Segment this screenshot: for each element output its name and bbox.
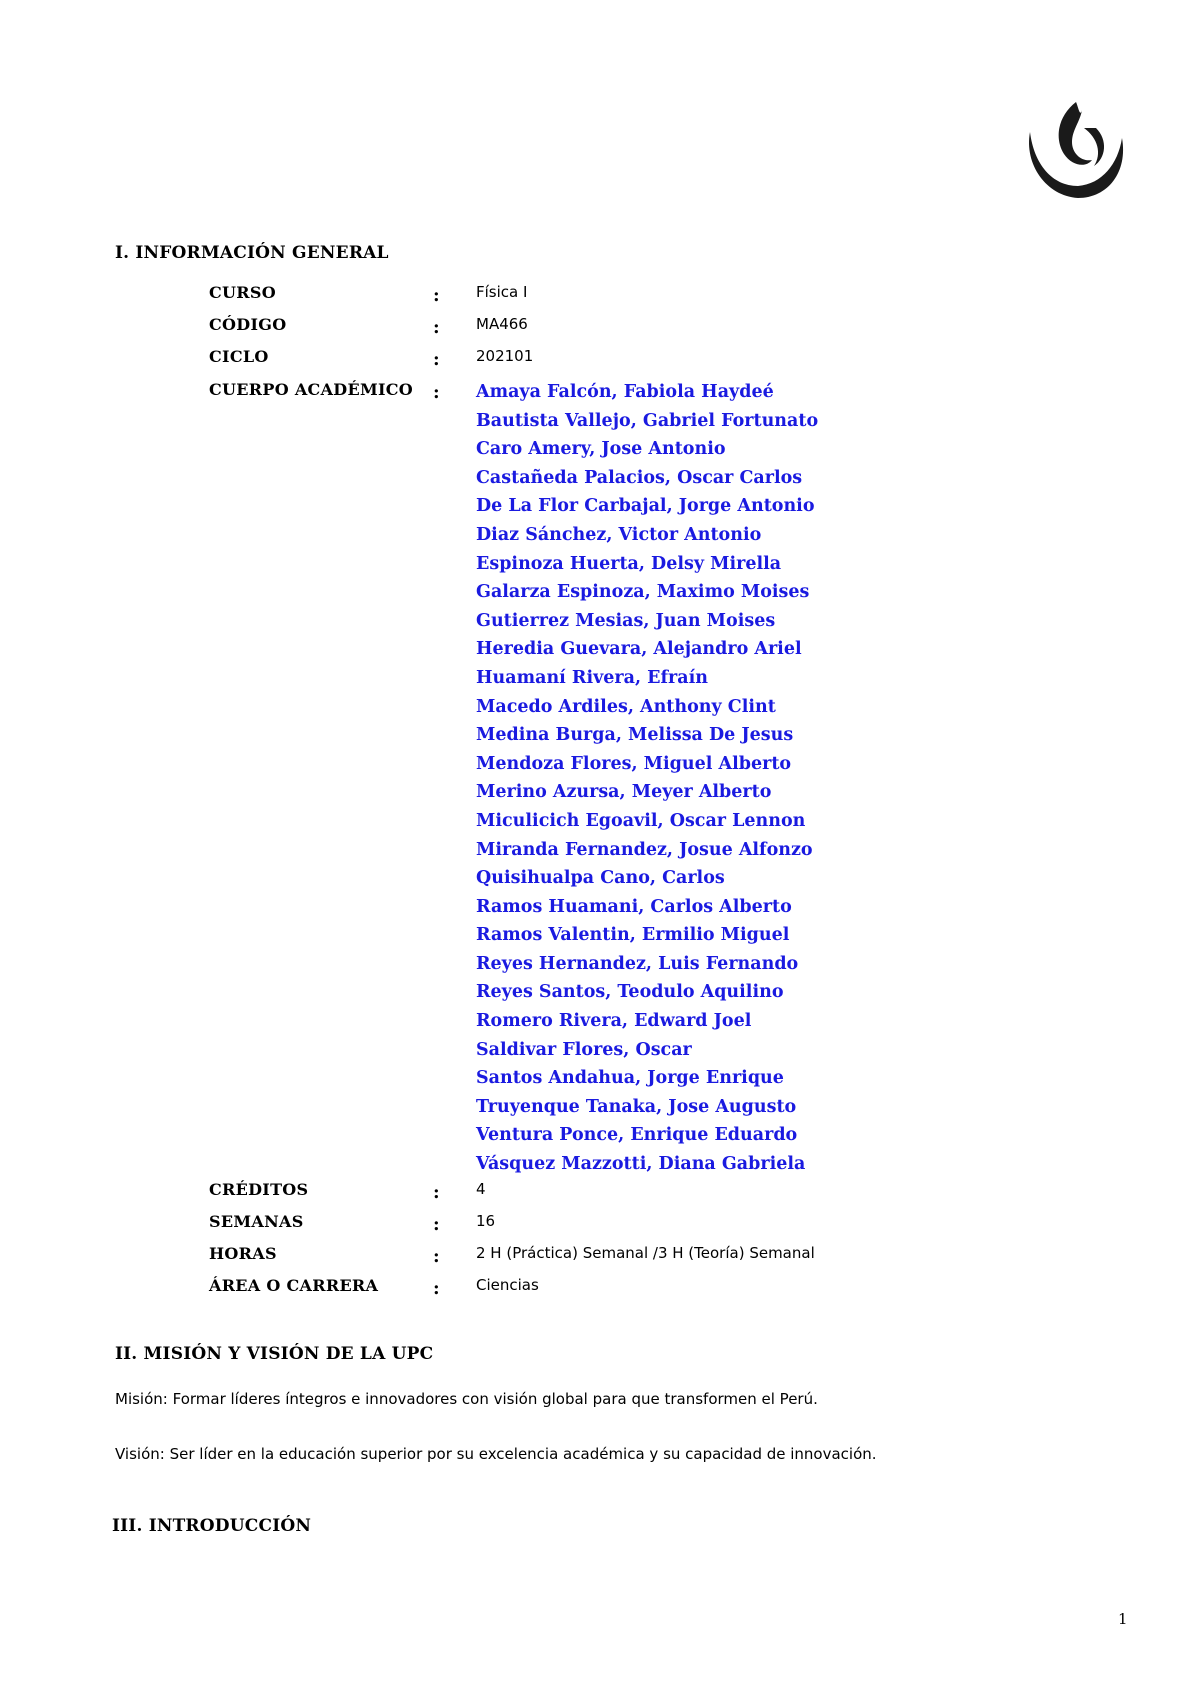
faculty-member: Truyenque Tanaka, Jose Augusto	[476, 1096, 797, 1117]
info-colon: :	[433, 317, 440, 338]
info-value-area: Ciencias	[476, 1276, 539, 1294]
faculty-member: Ventura Ponce, Enrique Eduardo	[476, 1125, 798, 1146]
info-label: CURSO	[209, 283, 276, 302]
mision-text: Misión: Formar líderes íntegros e innovadores con visión global para que transformen el Perú.	[115, 1390, 818, 1408]
info-label: CRÉDITOS	[209, 1180, 309, 1199]
faculty-member: Miculicich Egoavil, Oscar Lennon	[476, 810, 806, 831]
upc-flame-logo-icon	[1022, 98, 1128, 204]
faculty-member: Mendoza Flores, Miguel Alberto	[476, 753, 792, 774]
info-value-codigo: MA466	[476, 315, 528, 333]
faculty-member: Merino Azursa, Meyer Alberto	[476, 782, 772, 803]
faculty-member: Galarza Espinoza, Maximo Moises	[476, 582, 810, 603]
info-label: CÓDIGO	[209, 315, 287, 334]
faculty-member: Ramos Valentin, Ermilio Miguel	[476, 925, 790, 946]
faculty-member: Santos Andahua, Jorge Enrique	[476, 1068, 784, 1089]
faculty-member: Espinoza Huerta, Delsy Mirella	[476, 553, 782, 574]
info-value-creditos: 4	[476, 1180, 486, 1198]
page-number: 1	[1118, 1610, 1128, 1628]
info-label: CUERPO ACADÉMICO	[209, 380, 414, 399]
faculty-member: Saldivar Flores, Oscar	[476, 1039, 692, 1060]
faculty-member: Gutierrez Mesias, Juan Moises	[476, 610, 776, 631]
info-colon: :	[433, 1182, 440, 1203]
faculty-member: Ramos Huamani, Carlos Alberto	[476, 896, 792, 917]
faculty-member: Vásquez Mazzotti, Diana Gabriela	[476, 1154, 806, 1175]
info-value-curso: Física I	[476, 283, 528, 301]
info-label: SEMANAS	[209, 1212, 304, 1231]
info-colon: :	[433, 349, 440, 370]
faculty-member: Quisihualpa Cano, Carlos	[476, 868, 725, 889]
info-label: HORAS	[209, 1244, 277, 1263]
faculty-member: Huamaní Rivera, Efraín	[476, 667, 708, 688]
info-value-ciclo: 202101	[476, 347, 534, 365]
faculty-member: Miranda Fernandez, Josue Alfonzo	[476, 839, 813, 860]
section-title-mision-vision: II. MISIÓN Y VISIÓN DE LA UPC	[115, 1344, 434, 1364]
info-value-horas: 2 H (Práctica) Semanal /3 H (Teoría) Semanal	[476, 1244, 815, 1262]
faculty-member: Medina Burga, Melissa De Jesus	[476, 725, 794, 746]
section-title-introduccion: III. INTRODUCCIÓN	[112, 1516, 312, 1536]
faculty-member: De La Flor Carbajal, Jorge Antonio	[476, 496, 815, 517]
faculty-member: Bautista Vallejo, Gabriel Fortunato	[476, 410, 819, 431]
faculty-list	[476, 378, 818, 1179]
faculty-member: Castañeda Palacios, Oscar Carlos	[476, 467, 803, 488]
faculty-member: Macedo Ardiles, Anthony Clint	[476, 696, 776, 717]
faculty-member: Romero Rivera, Edward Joel	[476, 1011, 752, 1032]
info-colon: :	[433, 285, 440, 306]
info-value-semanas: 16	[476, 1212, 496, 1230]
vision-text: Visión: Ser líder en la educación superior por su excelencia académica y su capacidad de innovación.	[115, 1445, 877, 1463]
info-colon: :	[433, 1214, 440, 1235]
info-colon: :	[433, 1278, 440, 1299]
info-colon: :	[433, 1246, 440, 1267]
faculty-member: Reyes Santos, Teodulo Aquilino	[476, 982, 784, 1003]
faculty-member: Reyes Hernandez, Luis Fernando	[476, 953, 799, 974]
info-label: ÁREA O CARRERA	[209, 1276, 379, 1295]
section-title-general: I. INFORMACIÓN GENERAL	[115, 243, 389, 263]
info-colon: :	[433, 382, 440, 403]
info-label: CICLO	[209, 347, 269, 366]
faculty-member: Diaz Sánchez, Victor Antonio	[476, 524, 762, 545]
faculty-member: Heredia Guevara, Alejandro Ariel	[476, 639, 802, 660]
faculty-member: Caro Amery, Jose Antonio	[476, 439, 726, 460]
faculty-member: Amaya Falcón, Fabiola Haydeé	[476, 382, 774, 402]
